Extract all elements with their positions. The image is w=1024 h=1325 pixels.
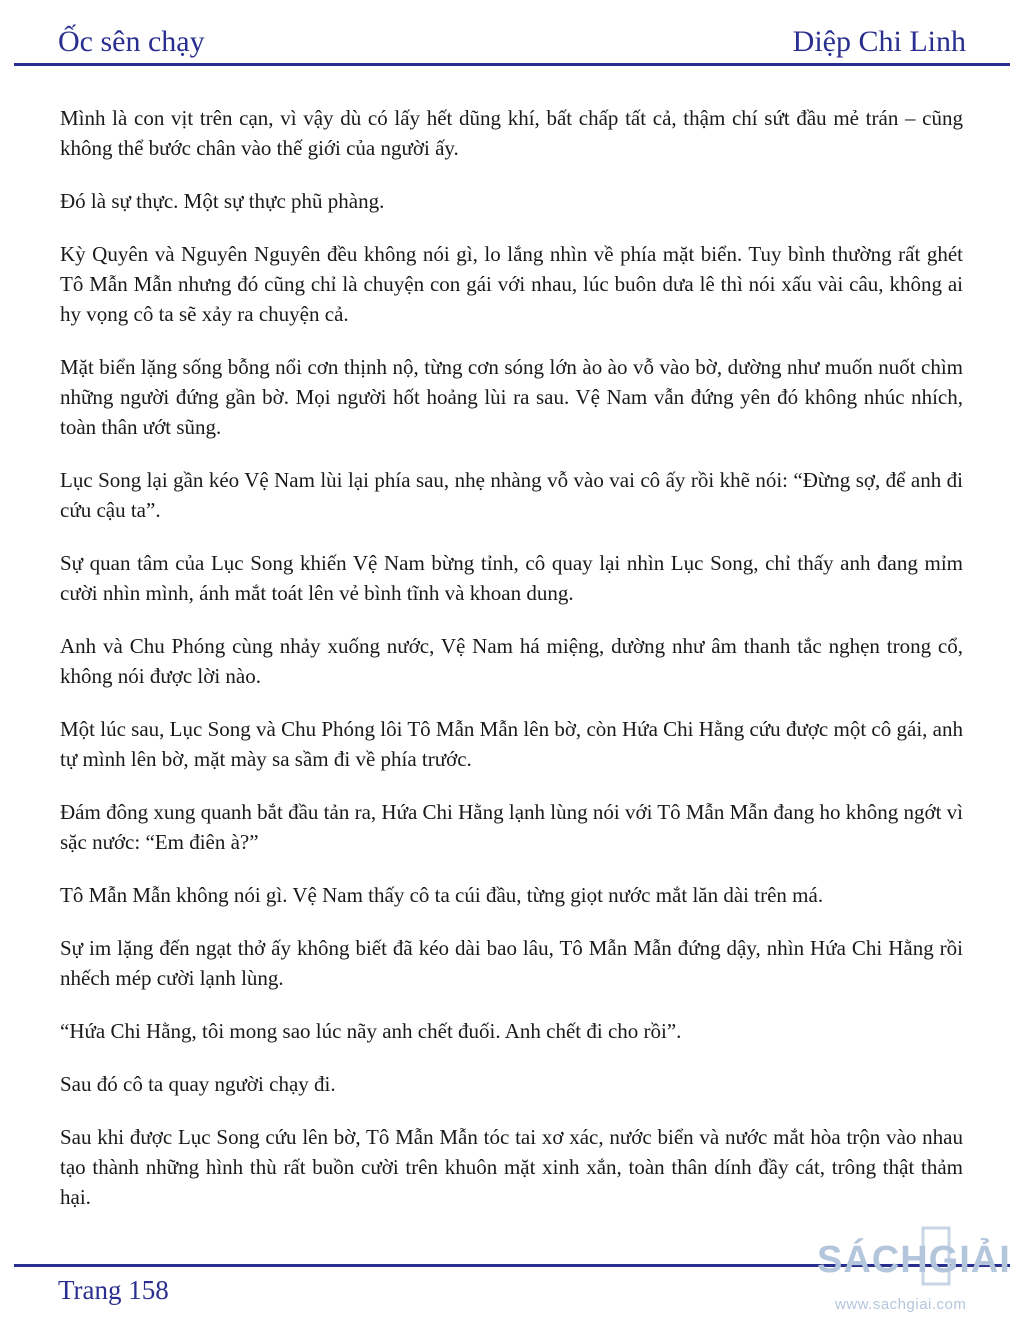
watermark-url: www.sachgiai.com — [835, 1296, 967, 1313]
paragraph: Tô Mẫn Mẫn không nói gì. Vệ Nam thấy cô ta cúi đầu, từng giọt nước mắt lăn dài trên má. — [60, 883, 824, 907]
paragraph: Mình là con vịt trên cạn, vì vậy dù có lấy hết dũng khí, bất chấp tất cả, thậm chí sứt đầu mẻ trán – cũng không thể bước chân vào thế giới của người ấy. — [60, 106, 963, 160]
paragraph: “Hứa Chi Hằng, tôi mong sao lúc nãy anh chết đuối. Anh chết đi cho rồi”. — [60, 1019, 682, 1043]
paragraph: Đám đông xung quanh bắt đầu tản ra, Hứa Chi Hằng lạnh lùng nói với Tô Mẫn Mẫn đang ho không ngớt vì sặc nước: “Em điên à?” — [60, 800, 963, 854]
paragraph: Mặt biển lặng sống bỗng nổi cơn thịnh nộ, từng cơn sóng lớn ào ào vỗ vào bờ, dường như muốn nuốt chìm những người đứng gần bờ. Mọi người hốt hoảng lùi ra sau. Vệ Nam vẫn đứng yên đó không nhúc nhích, toàn thân ướt sũng. — [60, 355, 963, 439]
watermark-logo — [815, 1220, 1020, 1292]
author-name: Diệp Chi Linh — [792, 25, 966, 58]
book-title: Ốc sên chạy — [58, 25, 205, 58]
paragraph: Một lúc sau, Lục Song và Chu Phóng lôi Tô Mẫn Mẫn lên bờ, còn Hứa Chi Hằng cứu được một cô gái, anh tự mình lên bờ, mặt mày sa sầm đi về phía trước. — [60, 717, 963, 771]
page-header — [0, 0, 1024, 68]
page-number: Trang 158 — [58, 1275, 169, 1305]
paragraph: Sự quan tâm của Lục Song khiến Vệ Nam bừng tỉnh, cô quay lại nhìn Lục Song, chỉ thấy anh đang mỉm cười nhìn mình, ánh mắt toát lên vẻ bình tĩnh và khoan dung. — [60, 551, 963, 605]
paragraph: Kỳ Quyên và Nguyên Nguyên đều không nói gì, lo lắng nhìn về phía mặt biển. Tuy bình thường rất ghét Tô Mẫn Mẫn nhưng đó cũng chỉ là chuyện con gái với nhau, lúc buôn dưa lê thì nói xấu vài câu, không ai hy vọng cô ta sẽ xảy ra chuyện cả. — [60, 242, 963, 326]
paragraph: Anh và Chu Phóng cùng nhảy xuống nước, Vệ Nam há miệng, dường như âm thanh tắc nghẹn trong cổ, không nói được lời nào. — [60, 634, 963, 688]
paragraph: Đó là sự thực. Một sự thực phũ phàng. — [60, 189, 385, 213]
page-body — [60, 103, 963, 1235]
paragraph: Sau đó cô ta quay người chạy đi. — [60, 1072, 336, 1096]
paragraph: Lục Song lại gần kéo Vệ Nam lùi lại phía sau, nhẹ nhàng vỗ vào vai cô ấy rồi khẽ nói: “Đừng sợ, để anh đi cứu cậu ta”. — [60, 468, 963, 522]
svg-text:SÁCHGIẢI: SÁCHGIẢI — [817, 1239, 1011, 1281]
paragraph: Sự im lặng đến ngạt thở ấy không biết đã kéo dài bao lâu, Tô Mẫn Mẫn đứng dậy, nhìn Hứa Chi Hằng rồi nhếch mép cười lạnh lùng. — [60, 936, 963, 990]
paragraph: Sau khi được Lục Song cứu lên bờ, Tô Mẫn Mẫn tóc tai xơ xác, nước biển và nước mắt hòa trộn vào nhau tạo thành những hình thù rất buồn cười trên khuôn mặt xinh xắn, toàn thân dính đầy cát, trông thật thảm hại. — [60, 1125, 963, 1209]
header-divider — [14, 63, 1010, 66]
